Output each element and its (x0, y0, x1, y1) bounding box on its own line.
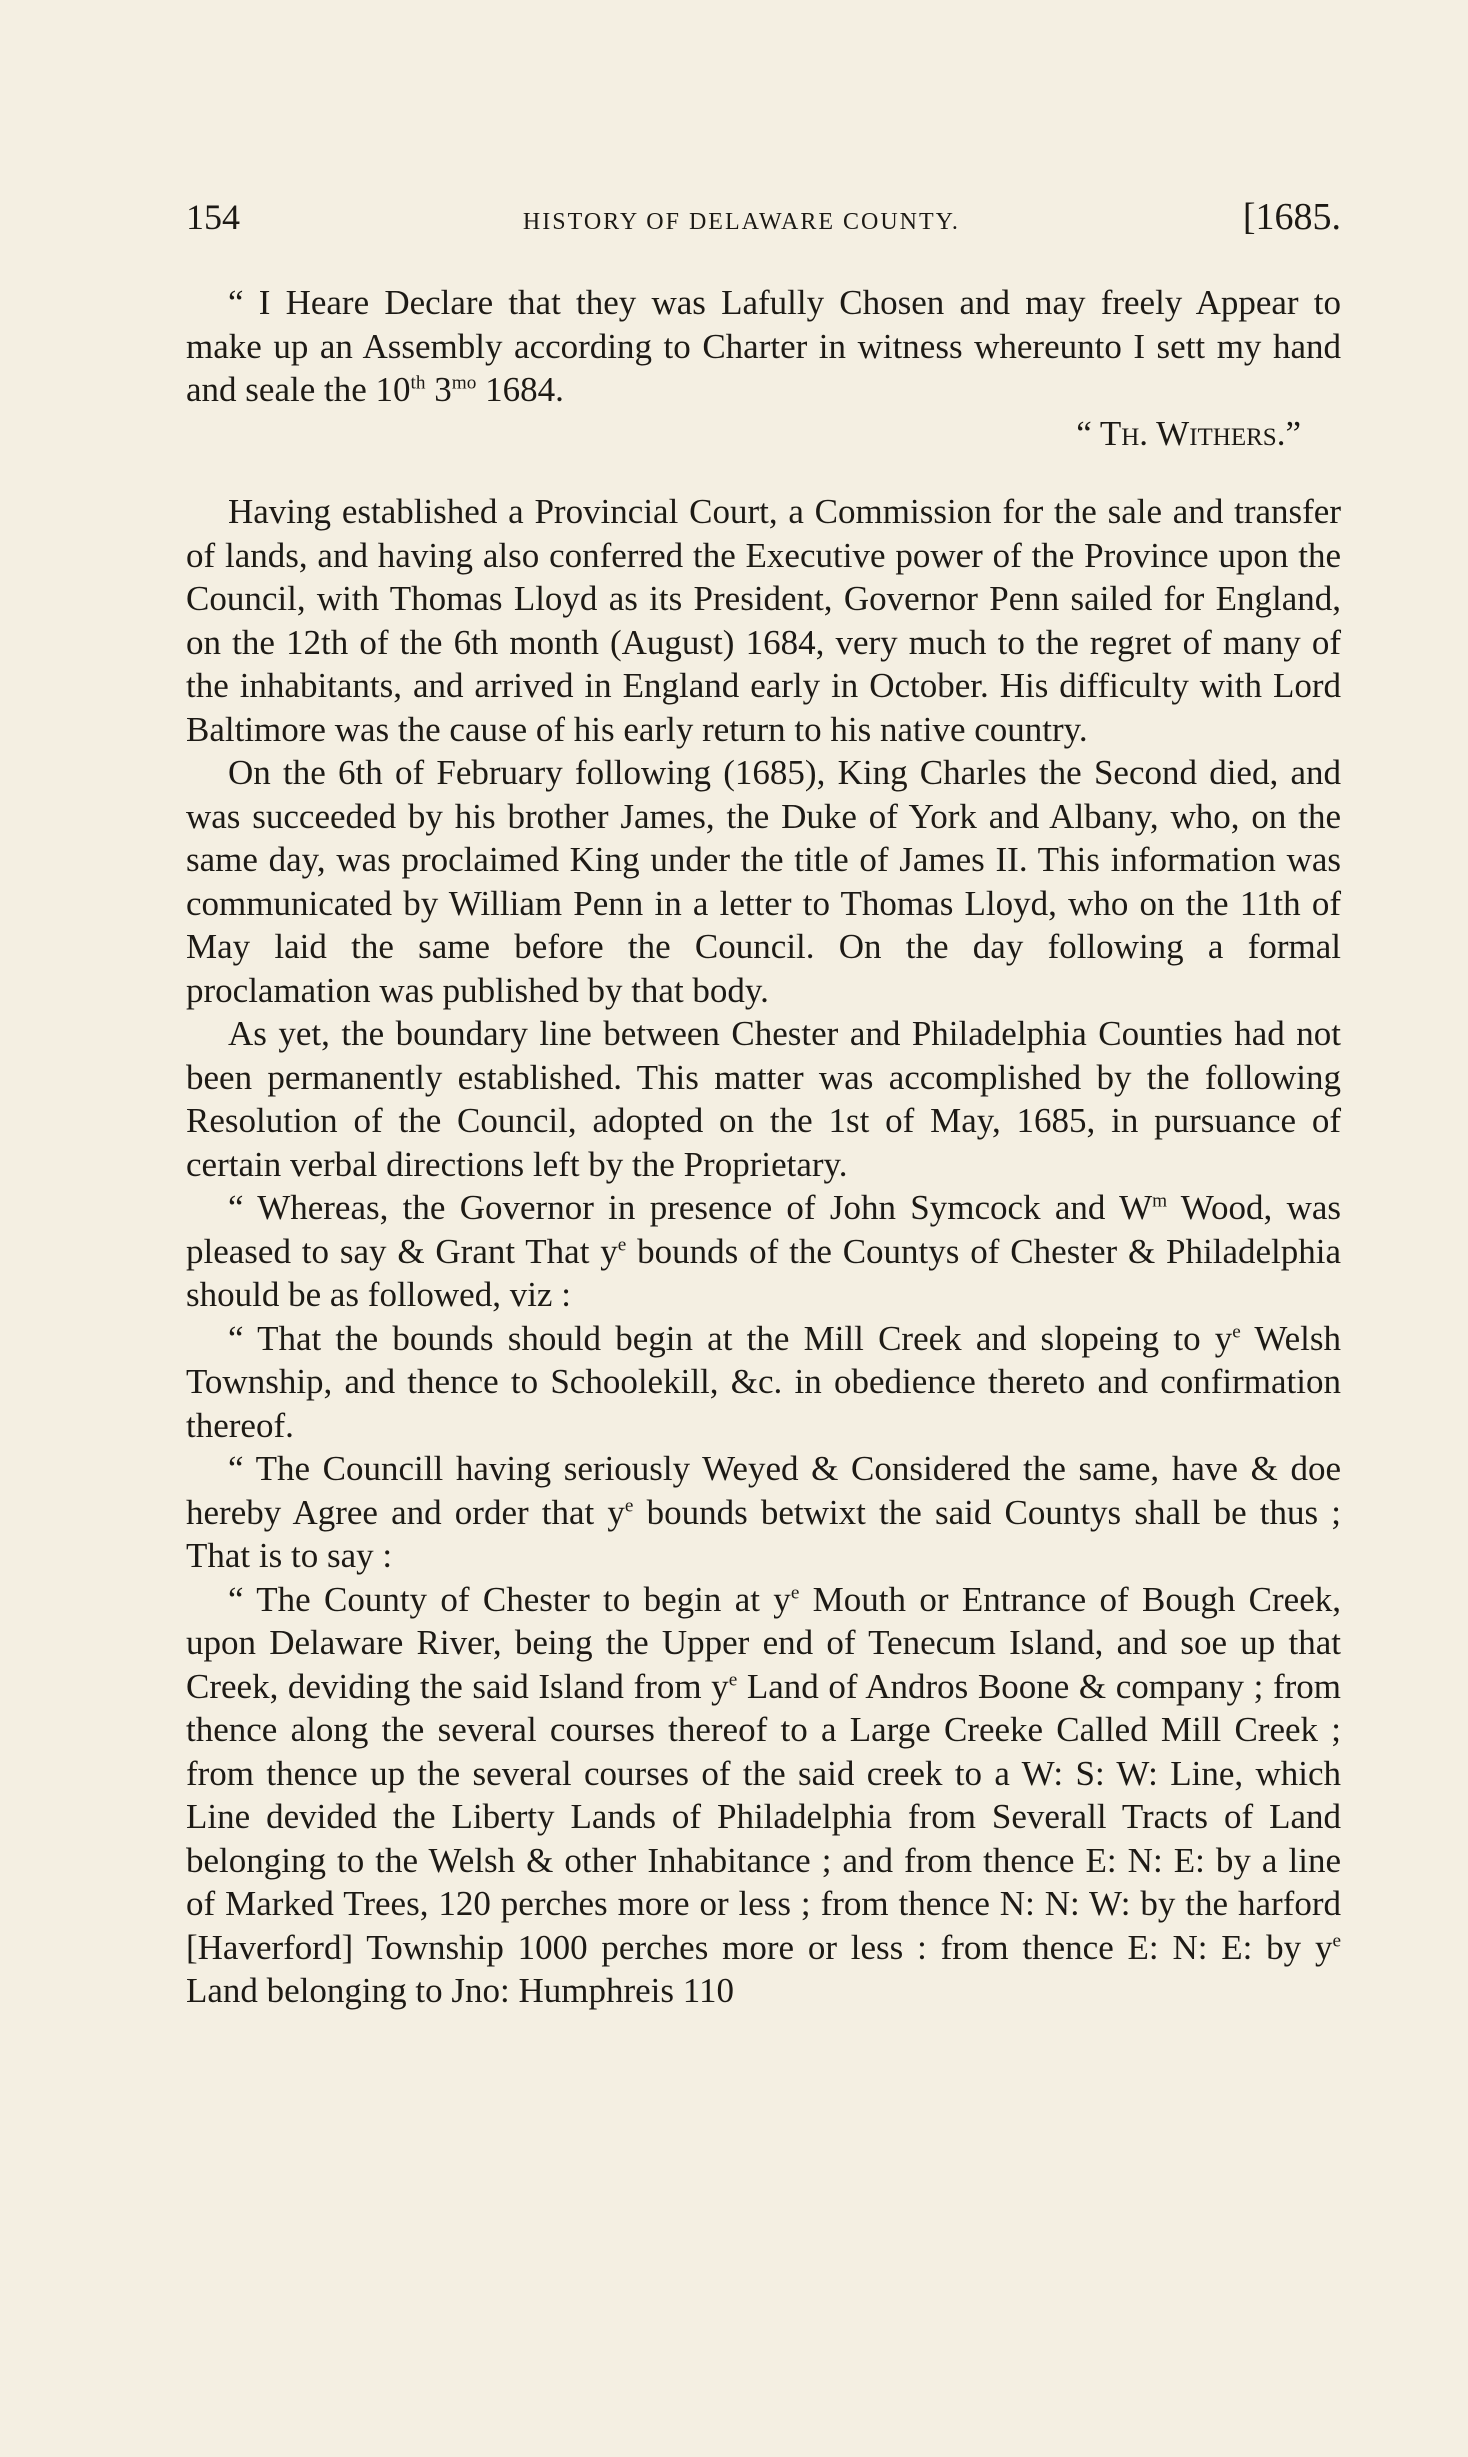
paragraph-penn-departure: Having established a Provincial Court, a Commission for the sale and transfer of lands, and having also conferred the Executive power of the Province upon the Council, with Thomas Lloyd as its President, Governor Penn sailed for England, on the 12th of the 6th month (August) 1684, very much to the regret of many of the inhabitants, and arrived in England early in October. His difficulty with Lord Baltimore was the cause of his early return to his native country. (186, 492, 1341, 749)
quote-council-order: “ The Councill having seriously Weyed & Considered the same, have & doe hereby Agree and order that $y^e$ bounds betwixt the said Countys shall be thus ; That is to say : (186, 1449, 1341, 1575)
quote-bounds-begin: “ That the bounds should begin at the Mill Creek and slopeing to $y^e$ Welsh Township, and thence to Schoolekill, &c. in obedience thereto and confirmation thereof. (186, 1318, 1342, 1445)
book-page (186, 195, 1341, 2013)
page-number: 154 (186, 197, 240, 237)
paragraph-boundary-line: As yet, the boundary line between Chester and Philadelphia Counties had not been permanently established. This matter was accomplished by the following Resolution of the Council, adopted on the 1st of May, 1685, in pursuance of certain verbal directions left by the Proprietary. (186, 1014, 1341, 1184)
quote-chester-county: “ The County of Chester to begin at $y^e$ Mouth or Entrance of Bough Creek, upon Delaware River, being the Upper end of Tenecum Island, and soe up that Creek, deviding the said Island from $y^e$ Land of Andros Boone & company ; from thence along the several courses thereof to a Large Creeke Called Mill Creek ; from thence up the several courses of the said creek to a W: S: W: Line, which Line devided the Liberty Lands of Philadelphia from Severall Tracts of Land belonging to the Welsh & other Inhabitance ; and from thence E: N: E: by a line of Marked Trees, 120 perches more or less ; from thence N: N: W: by the harford [Haverford] Township 1000 perches more or less : from thence E: N: E: by $y^e$ Land belonging to Jno: Humphreis 110 (186, 1579, 1341, 2010)
header-year: [1685. (1242, 196, 1341, 238)
paragraph-charles-death: On the 6th of February following (1685), King Charles the Second died, and was succeeded by his brother James, the Duke of York and Albany, who, on the same day, was proclaimed King under the title of James II. This information was communicated by William Penn in a letter to Thomas Lloyd, who on the 11th of May laid the same before the Council. On the day following a formal proclamation was published by that body. (186, 753, 1341, 1010)
running-header (186, 195, 1341, 255)
page-body (186, 281, 1341, 2013)
signature: “ Th. Withers.” (1076, 413, 1301, 453)
running-title: HISTORY OF DELAWARE COUNTY. (522, 209, 960, 235)
withers-quote: “ I Heare Declare that they was Lafully Chosen and may freely Appear to make up an Assembly according to Charter in witness whereunto I sett my hand and seale the 10th $3^{mo}$ 1684. (186, 283, 1341, 409)
quote-whereas: “ Whereas, the Governor in presence of John Symcock and $W^m$ Wood, was pleased to say & Grant That $y^e$ bounds of the Countys of Chester & Philadelphia should be as followed, viz : (186, 1188, 1342, 1314)
